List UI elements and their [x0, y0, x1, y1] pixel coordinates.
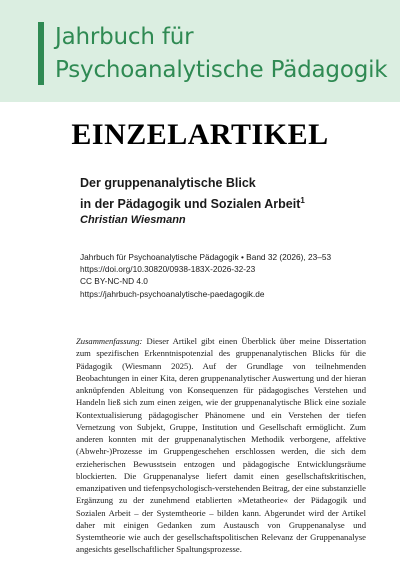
article-title-line1: Der gruppenanalytische Blick: [80, 176, 256, 190]
citation: Jahrbuch für Psychoanalytische Pädagogik • Band 32 (2026), 23–53: [80, 252, 332, 262]
abstract-label: Zusammenfassung:: [76, 336, 143, 346]
article-meta: [80, 251, 380, 300]
article-title-line2: [80, 192, 380, 213]
journal-banner: [0, 0, 400, 102]
journal-url-link[interactable]: https://jahrbuch-psychoanalytische-paedagogik.de: [80, 288, 265, 299]
license: CC BY-NC-ND 4.0: [80, 276, 148, 287]
article-title: [80, 175, 380, 213]
doi-link[interactable]: https://doi.org/10.30820/0938-183X-2026-32-23: [80, 264, 256, 275]
abstract-text: Dieser Artikel gibt einen Überblick über meine Dissertation zum spezifischen Erkenntnispotenzial des gruppenanalytischen Blicks für die Pädagogik (Wiesmann 2025). Auf der Grundlage von teilnehmenden Beobachtungen in einer Kita, deren gruppenanalytischer Auswertung und der hieran anknüpfenden Ableitung von Konsequenzen für pädagogisches Verstehen und Handeln ließ sich zum einen zeigen, wie der gruppenanalytische Blick eine soziale Kontextualisierung pädagogischer Phänomene und ein Verstehen der tiefen Vernetzung von Subjekt, Gruppe, Institution und Gesellschaft ermöglicht. Zum anderen konnten mit der gruppenanalytischen Methodik verborgene, affektive (Abwehr-)Prozesse im Gruppengeschehen erschlossen werden, die sich dem erzieherischen Bewusstsein entzogen und pädagogische Entwicklungsräume blockierten. Die Gruppenanalyse liefert damit einen gesellschaftskritischen, emanzipativen und tiefenpsychologisch-verstehenden Beitrag, der eine substanzielle Ergänzung zu der zunehmend etablierten »Metatheorie« der Pädagogik und Sozialen Arbeit – der Systemtheorie – bilden kann. Abgerundet wird der Artikel daher mit einigen Gedanken zum Austausch von Gruppenanalyse und Systemtheorie wie auch der gesellschaftspolitischen Relevanz der Gruppenanalyse angesichts gesellschaftlicher Spaltungsprozesse.: [76, 336, 366, 555]
article-title-line2-text: in der Pädagogik und Sozialen Arbeit: [80, 197, 301, 212]
journal-title-line2: Psychoanalytische Pädagogik: [55, 57, 388, 83]
journal-title-line1: Jahrbuch für: [55, 24, 194, 50]
abstract: [76, 335, 366, 556]
article-author: Christian Wiesmann: [80, 214, 186, 226]
banner-accent-bar: [38, 22, 44, 85]
page-heading: EINZELARTIKEL: [71, 118, 329, 151]
footnote-mark: 1: [300, 196, 305, 205]
